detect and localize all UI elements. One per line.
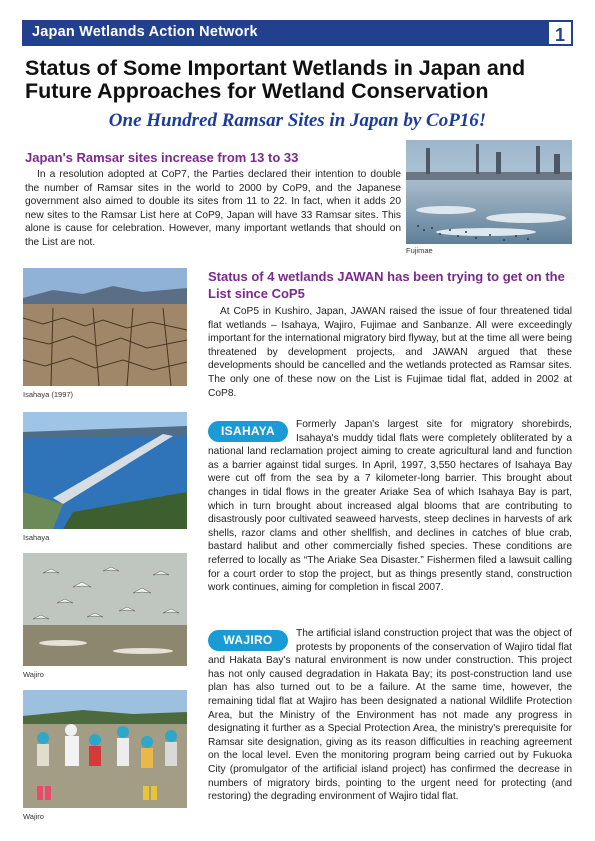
isahaya-1997-caption: Isahaya (1997): [23, 390, 74, 399]
fujimae-caption: Fujimae: [406, 246, 433, 255]
network-name: Japan Wetlands Action Network: [32, 24, 258, 40]
section1-body: In a resolution adopted at CoP7, the Parties declared their intention to double the number of Ramsar sites in the world to 2000 by CoP9, and the Japanese government also aimed to double its sites from 11 to 22. In fact, when it adds 20 new sites to the Ramsar List here at CoP9, Japan will have 33 Ramsar sites. This alone is cause for celebration. However, many important wetlands that should on the List are not.: [25, 169, 401, 248]
isahaya-photo: [23, 412, 187, 529]
wajiro-people-photo: [23, 690, 187, 808]
page-number: 1: [547, 20, 573, 46]
isahaya-caption: Isahaya: [23, 533, 50, 542]
wajiro-badge: WAJIRO: [208, 630, 288, 651]
wajiro-body: The artificial island construction project that was the object of protests by proponents of the conservation of Wajiro tidal flat and Hakata Bay's natural environment is now under construction. This project has not only caused degradation in Hakata Bay; its post-construction land use plan has also turned out to be a failure. At the same time, however, the remaining tidal flat at Wajiro has been designated a national Wildlife Protection Area, but the Ministry of the Environment has not made any progress in designating it further as a Special Protection Area, the ministry's prerequisite for Ramsar site designation, giving as its reason difficulties in reaching agreement on the local level. Even the monitoring program being carried out by Fukuoka City (promulgator of the artificial island project) has confirmed the decrease in numbers of migratory birds, pointing to the urgent need for protecting (and restoring) the degrading environment of Wajiro tidal flat.: [208, 628, 572, 803]
page-subtitle: One Hundred Ramsar Sites in Japan by CoP16!: [108, 110, 487, 131]
header-bar: [22, 20, 573, 46]
isahaya-block: [208, 418, 572, 595]
section2-body: At CoP5 in Kushiro, Japan, JAWAN raised the issue of four threatened tidal flat wetlands – Isahaya, Wajiro, Fujimae and Sanbanze. All were exceedingly important for the international migratory bird flyway, but at the time all were being threatened by development projects, and JAWAN argued that these developments should be cancelled and the wetlands protected as Ramsar sites. The only one of these now on the List is Fujimae tidal flat, added in 2002 at CoP8.: [208, 306, 572, 399]
page-title: Status of Some Important Wetlands in Japan and Future Approaches for Wetland Conservation: [25, 56, 526, 103]
isahaya-body: Formerly Japan's largest site for migratory shorebirds, Isahaya's muddy tidal flats were completely obliterated by a national land reclamation project aiming to create agricultural land and function as a barrier against tidal surges. In April, 1997, 3,550 hectares of Isahaya Bay were cut off from the sea by a 7 kilometer-long barrier. This brought about changes in tidal flows in the greater Ariake Sea of which Isahaya Bay is part, which in turn brought about increased algal blooms that are contributing to disastrously poor cultivated seaweed harvests, steep declines in harvests of ark shells, razor clams and other shellfish, and declines in catches of blue crab, bastard halibut and other commercially fished species. These conditions are referred to locally as “The Ariake Sea Disaster.” Fishermen filed a lawsuit calling for a court order to stop the project, but as things presently stand, construction work continues, aiming for completion in fiscal 2007.: [208, 419, 572, 594]
isahaya-1997-photo: [23, 268, 187, 386]
wajiro-block: [208, 627, 572, 804]
wajiro-birds-photo: [23, 553, 187, 666]
section1-heading: Japan's Ramsar sites increase from 13 to 33: [25, 150, 299, 165]
wajiro-birds-caption: Wajiro: [23, 670, 44, 679]
wajiro-people-caption: Wajiro: [23, 812, 44, 821]
fujimae-photo: [406, 140, 572, 244]
section2-heading: Status of 4 wetlands JAWAN has been trying to get on the List since CoP5: [208, 269, 565, 301]
isahaya-badge: ISAHAYA: [208, 421, 288, 442]
